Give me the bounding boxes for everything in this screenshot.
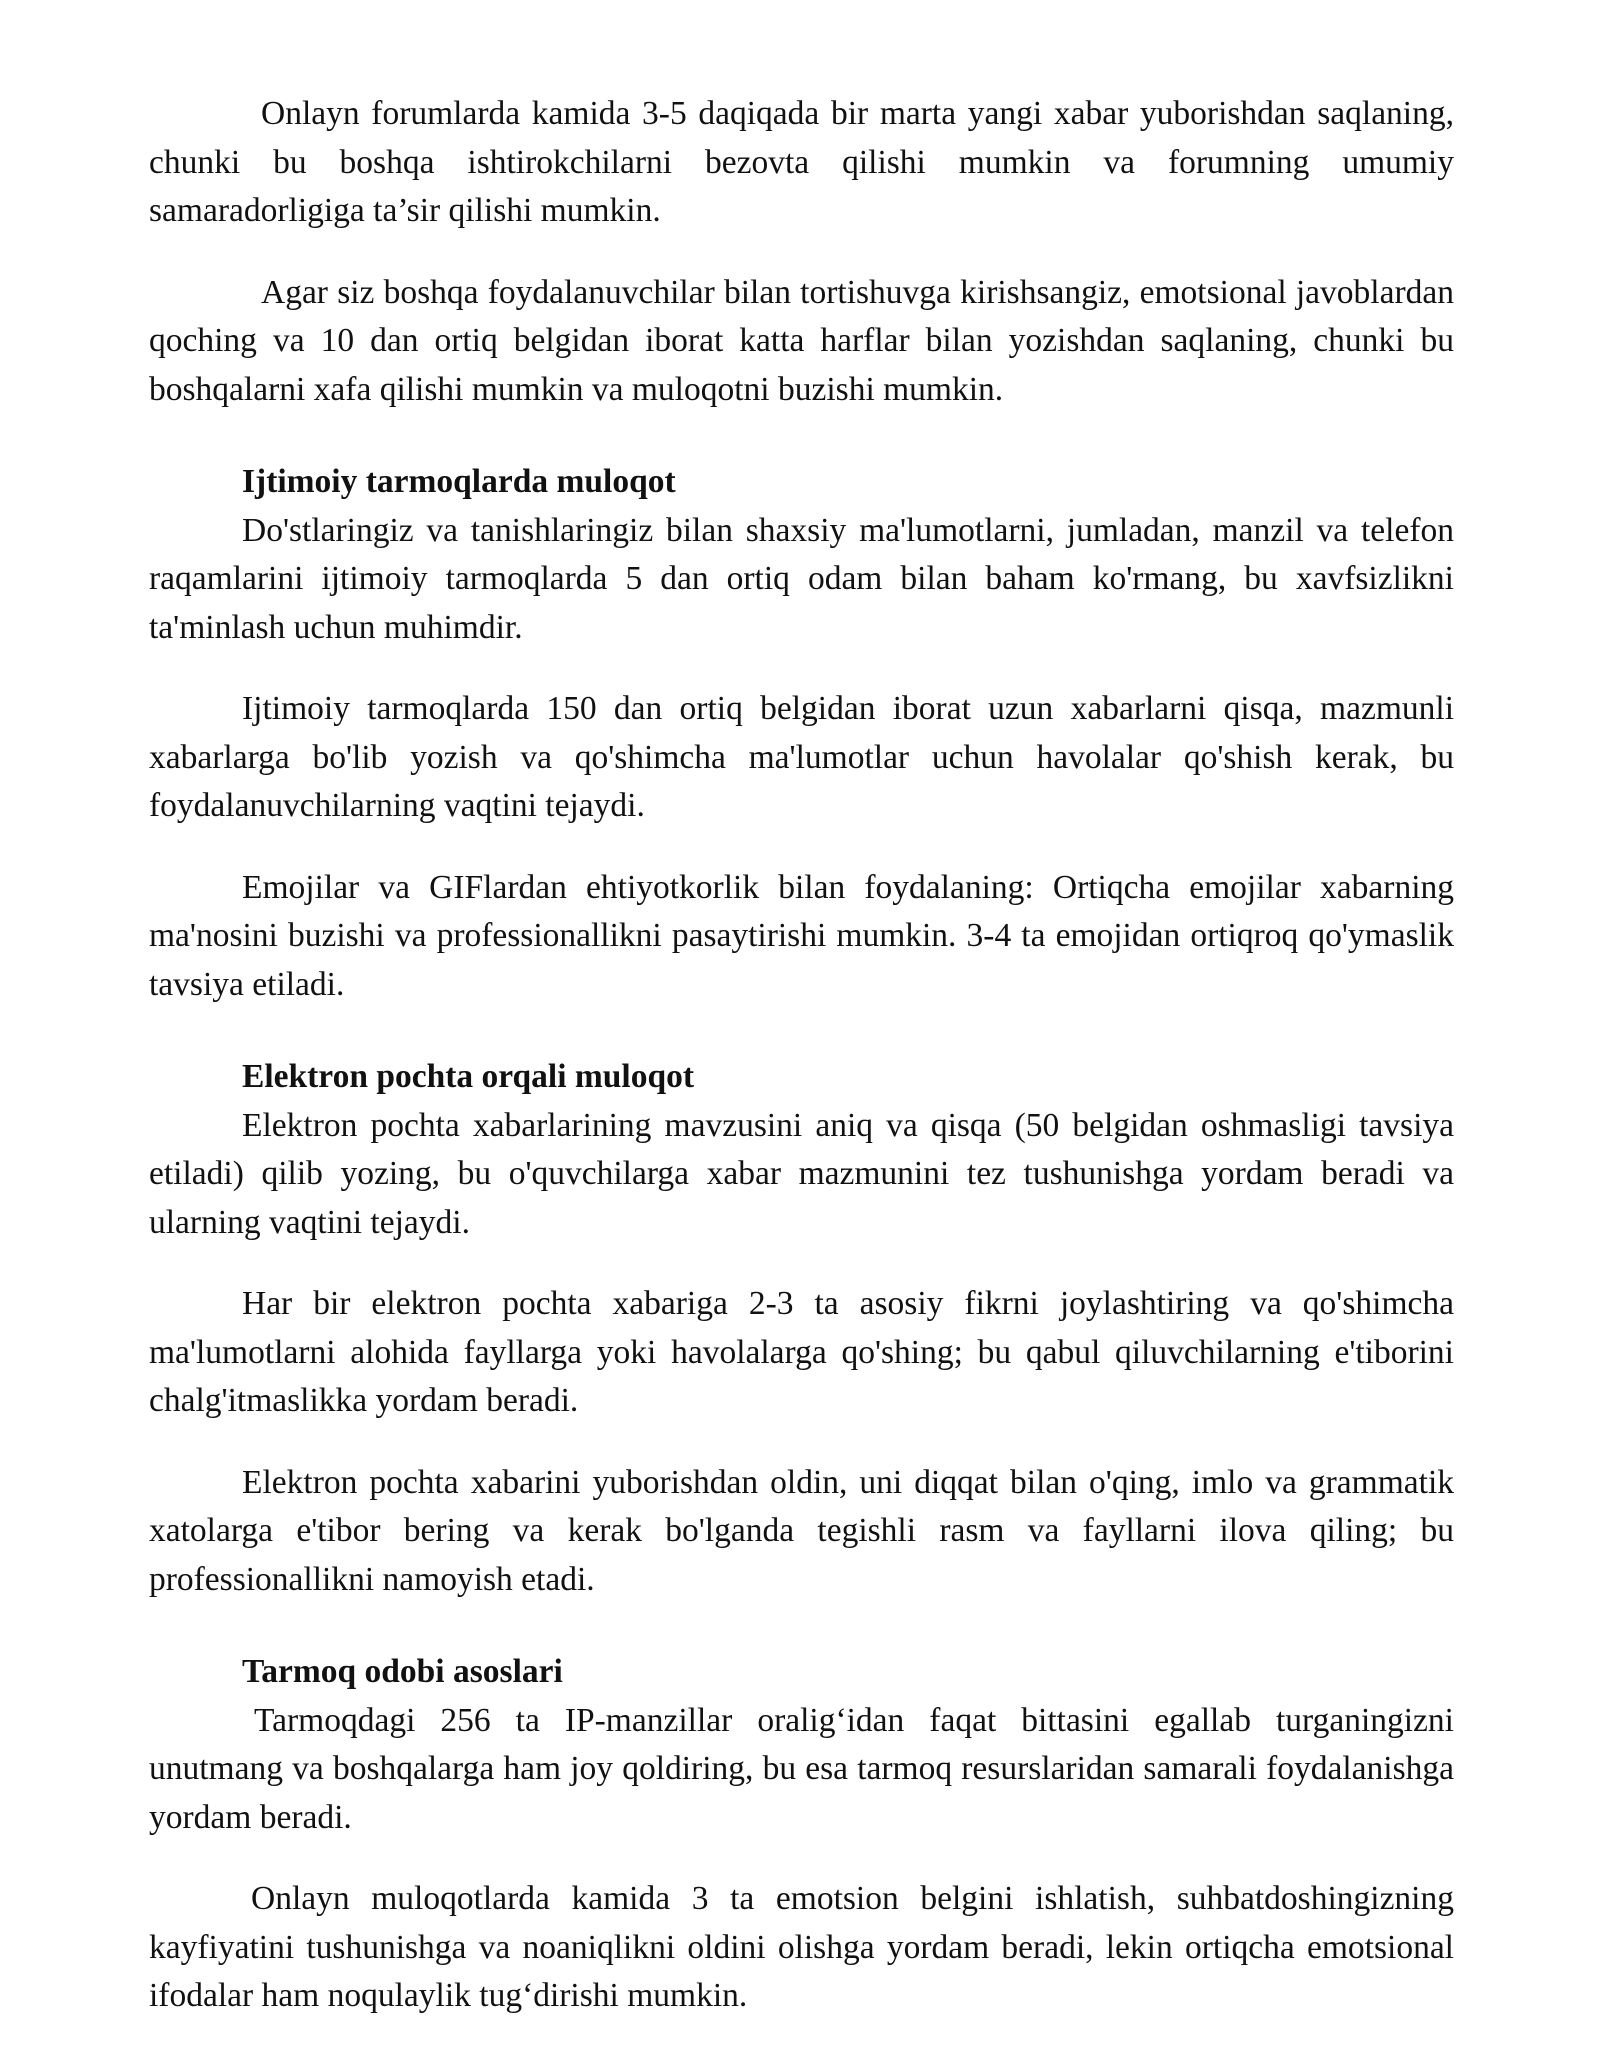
paragraph-gap — [149, 652, 1454, 685]
paragraph-arguments: Agar siz boshqa foydalanuvchilar bilan tortishuvga kirishsangiz, emotsional javoblardan qoching va 10 dan ortiq belgidan iborat katta harflar bilan yozishdan saqlaning, chunki bu boshqalarni xafa qilishi mumkin va muloqotni buzishi mumkin. — [149, 273, 1454, 408]
paragraph-gap — [149, 1247, 1454, 1280]
paragraph-emotion-signs: Onlayn muloqotlarda kamida 3 ta emotsion belgini ishlatish, suhbatdoshingizning kayfiyatini tushunishga va noaniqlikni oldini olishga yordam beradi, lekin ortiqcha emotsional ifodalar ham noqulaylik tug‘dirishi mumkin. — [149, 1880, 1454, 2014]
paragraph-long-messages: Ijtimoiy tarmoqlarda 150 dan ortiq belgidan iborat uzun xabarlarni qisqa, mazmunli xabarlarga bo'lib yozish va qo'shimcha ma'lumotlar uchun havolalar qo'shish kerak, bu foydalanuvchilarning vaqtini tejaydi. — [149, 690, 1454, 824]
paragraph-gap — [149, 1842, 1454, 1875]
paragraph-ip-addresses: Tarmoqdagi 256 ta IP-manzillar oralig‘idan faqat bittasini egallab turganingizni unutmang va boshqalarga ham joy qoldiring, bu esa tarmoq resurslaridan samarali foydalanishga yordam beradi. — [149, 1701, 1454, 1836]
paragraph-forum-frequency: Onlayn forumlarda kamida 3-5 daqiqada bir marta yangi xabar yuborishdan saqlaning, chunki bu boshqa ishtirokchilarni bezovta qilishi mumkin va forumning umumiy samaradorligiga ta’sir qilishi mumkin. — [149, 95, 1454, 229]
paragraph-email-subject: Elektron pochta xabarlarining mavzusini aniq va qisqa (50 belgidan oshmasligi tavsiya etiladi) qilib yozing, bu o'quvchilarga xabar mazmunini tez tushunishga yordam beradi va ularning vaqtini tejaydi. — [149, 1106, 1454, 1241]
paragraph-email-proofread: Elektron pochta xabarini yuborishdan oldin, uni diqqat bilan o'qing, imlo va grammatik xatolarga e'tibor bering va kerak bo'lganda tegishli rasm va fayllarni ilova qiling; bu professionallikni namoyish etadi. — [149, 1463, 1454, 1598]
paragraph-email-main-points: Har bir elektron pochta xabariga 2-3 ta asosiy fikrni joylashtiring va qo'shimcha ma'lumotlarni alohida fayllarga yoki havolalarga qo'shing; bu qabul qiluvchilarning e'tiborini chalg'itmaslikka yordam beradi. — [149, 1285, 1454, 1419]
paragraph-gap — [149, 414, 1454, 458]
paragraph-gap — [149, 1009, 1454, 1053]
paragraph-gap — [149, 236, 1454, 269]
paragraph-emojis: Emojilar va GIFlardan ehtiyotkorlik bilan foydalaning: Ortiqcha emojilar xabarning ma'nosini buzishi va professionallikni pasaytirishi mumkin. 3-4 ta emojidan ortiqroq qo'ymaslik tavsiya etiladi. — [149, 868, 1454, 1003]
heading-social-networks: Ijtimoiy tarmoqlarda muloqot — [242, 463, 676, 500]
heading-email: Elektron pochta orqali muloqot — [242, 1058, 695, 1095]
document-page — [149, 90, 1454, 2021]
paragraph-gap — [149, 1426, 1454, 1459]
heading-netiquette: Tarmoq odobi asoslari — [242, 1653, 563, 1690]
paragraph-personal-data: Do'stlaringiz va tanishlaringiz bilan shaxsiy ma'lumotlarni, jumladan, manzil va telefon raqamlarini ijtimoiy tarmoqlarda 5 dan ortiq odam bilan baham ko'rmang, bu xavfsizlikni ta'minlash uchun muhimdir. — [149, 511, 1454, 646]
paragraph-gap — [149, 831, 1454, 864]
paragraph-gap — [149, 1604, 1454, 1648]
